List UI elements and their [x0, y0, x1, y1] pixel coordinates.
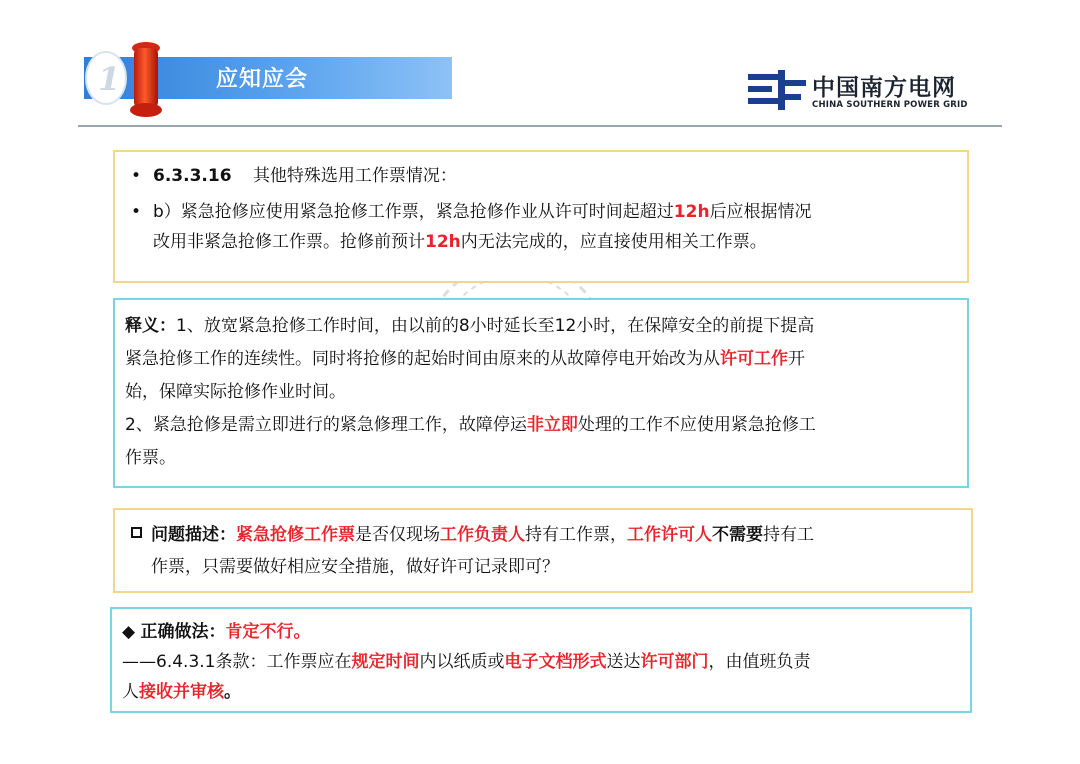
correct-practice-box: [110, 607, 972, 713]
question-label: 问题描述：: [151, 525, 236, 545]
red-pillar-icon: [126, 40, 166, 120]
page-title: 应知应会: [216, 67, 309, 92]
clause-body: • b）紧急抢修应使用紧急抢修工作票，紧急抢修作业从许可时间起超过12h后应根据情况 改用非紧急抢修工作票。抢修前预计12h内无法完成的，应直接使用相关工作票。: [131, 202, 812, 252]
logo-name-cn: 中国南方电网: [812, 75, 956, 101]
clause-number: 6.3.3.16: [153, 166, 232, 186]
china-southern-power-grid-logo-icon: [748, 68, 806, 112]
clause-heading: • 6.3.3.16 其他特殊选用工作票情况：: [131, 166, 457, 186]
clause-box: [113, 150, 969, 283]
correct-practice-body: ——6.4.3.1条款：工作票应在规定时间内以纸质或电子文档形式送达许可部门，由值班负责 人接收并审核。: [122, 652, 811, 702]
header-divider: [78, 125, 1002, 127]
question-box: [113, 508, 973, 593]
section-number-badge: [84, 50, 128, 106]
correct-practice-heading: ◆ 正确做法：肯定不行。: [122, 622, 311, 642]
interpretation-label: 释义：: [125, 316, 176, 336]
diamond-bullet-icon: ◆: [122, 622, 136, 642]
correct-practice-label: 正确做法：: [140, 622, 226, 642]
logo-name-en: CHINA SOUTHERN POWER GRID: [812, 100, 968, 110]
interpretation-text: 释义：1、放宽紧急抢修工作时间，由以前的8小时延长至12小时，在保障安全的前提下提高 紧急抢修工作的连续性。同时将抢修的起始时间由原来的从故障停电开始改为从许可工作开 始，保障实际抢修作业时间。 2、紧急抢修是需立即进行的紧急修理工作，故障停运非立即处理的工作不应使用紧急抢修工 作票。: [125, 316, 816, 468]
checkbox-square-icon: [131, 527, 142, 538]
interpretation-box: [113, 298, 969, 488]
question-text: 问题描述：紧急抢修工作票是否仅现场工作负责人持有工作票，工作许可人不需要持有工 作票，只需要做好相应安全措施，做好许可记录即可？: [125, 519, 961, 583]
svg-text:1: 1: [98, 60, 121, 98]
